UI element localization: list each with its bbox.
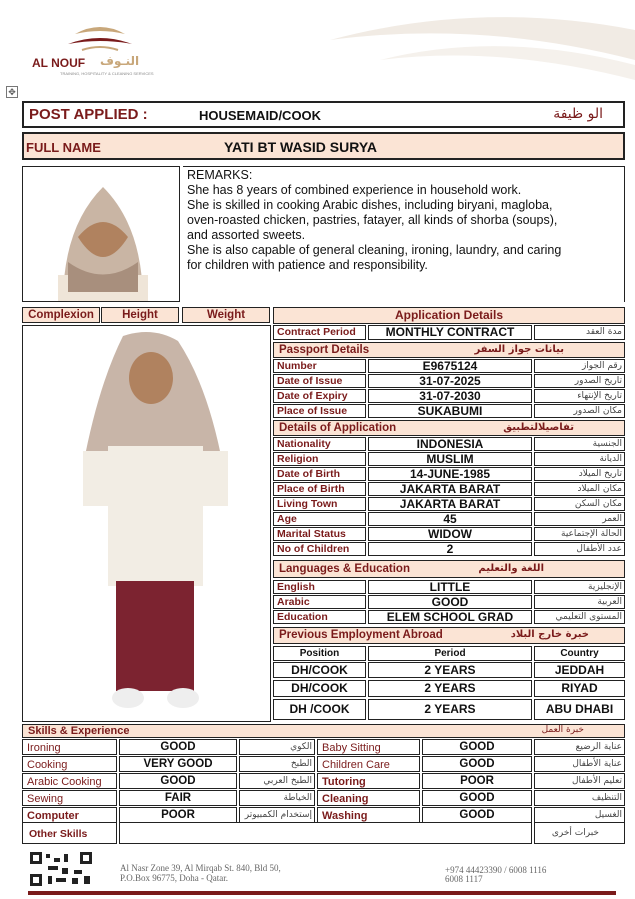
languages-education-title [273,560,625,578]
emp-period: 2 YEARS [368,662,532,678]
detail-value: JAKARTA BARAT [368,497,532,511]
full-name-row [22,132,625,160]
remarks-line: She has 8 years of combined experience in household work. [187,183,522,197]
language-value: ELEM SCHOOL GRAD [368,610,532,624]
detail-value: 45 [368,512,532,526]
emp-header-period: Period [368,646,532,661]
portrait-photo-cell [22,166,180,302]
detail-ar: الديانة [534,452,625,466]
post-applied-row [22,101,625,128]
passport-label: Number [273,359,366,373]
detail-label: Marital Status [273,527,366,541]
height-header: Height [101,307,179,323]
brand-tagline: TRAINING, HOSPITALITY & CLEANING SERVICES [60,71,154,76]
skill-value: GOOD [119,773,237,789]
skill-label: Children Care [317,756,420,772]
application-details-title: Application Details [273,307,625,324]
remarks-line: She is skilled in cooking Arabic dishes, including biryani, magloba, [187,198,553,212]
detail-label: Nationality [273,437,366,451]
brand-name-ar: النـوف [100,54,140,68]
emp-period: 2 YEARS [368,699,532,720]
passport-label: Place of Issue [273,404,366,418]
portrait-photo [23,167,180,302]
post-applied-ar: الو ظيفة [553,106,603,122]
skill-ar: الكوي [239,739,315,755]
header-swoosh-decoration [300,0,635,90]
skill-label: Computer [22,807,117,823]
footer-qr-code [28,850,94,888]
skill-label: Sewing [22,790,117,806]
passport-label: Date of Issue [273,374,366,388]
language-ar: الإنجليزية [534,580,625,594]
detail-value: 14-JUNE-1985 [368,467,532,481]
emp-country: RIYAD [534,680,625,697]
detail-ar: العمر [534,512,625,526]
detail-ar: الجنسية [534,437,625,451]
skill-label: Cleaning [317,790,420,806]
emp-country: JEDDAH [534,662,625,678]
detail-ar: مكان السكن [534,497,625,511]
skill-ar: إستخدام الكمبيوتر [239,807,315,823]
passport-details-ar: بيانات جواز السفر [474,344,564,355]
other-skills-value[interactable] [119,822,532,844]
emp-period: 2 YEARS [368,680,532,697]
skill-value: GOOD [422,739,532,755]
skills-title-en: Skills & Experience [28,725,130,737]
detail-ar: عدد الأطفال [534,542,625,556]
detail-label: Living Town [273,497,366,511]
passport-ar: رقم الجواز [534,359,625,373]
language-label: Arabic [273,595,366,609]
skill-ar: تعليم الأطفال [534,773,625,789]
detail-label: Age [273,512,366,526]
brand-name-en: AL NOUF [32,56,86,70]
skill-label: Tutoring [317,773,420,789]
emp-position: DH/COOK [273,680,366,697]
footer-phone-line-1: +974 44423390 / 6008 1116 [445,865,547,875]
skill-label: Arabic Cooking [22,773,117,789]
other-skills-ar: خبرات أخرى [534,822,625,844]
emp-position: DH/COOK [273,662,366,678]
emp-position: DH /COOK [273,699,366,720]
detail-label: Place of Birth [273,482,366,496]
passport-value: 31-07-2025 [368,374,532,388]
detail-value: 2 [368,542,532,556]
skill-ar: الطبخ [239,756,315,772]
detail-ar: الحالة الإجتماعية [534,527,625,541]
details-of-application-title [273,420,625,436]
passport-label: Date of Expiry [273,389,366,403]
remarks-box [183,166,625,302]
skill-value: VERY GOOD [119,756,237,772]
post-applied-value: HOUSEMAID/COOK [199,108,322,123]
language-label: Education [273,610,366,624]
language-label: English [273,580,366,594]
detail-value: MUSLIM [368,452,532,466]
post-applied-label: POST APPLIED : [29,106,148,123]
language-ar: العربية [534,595,625,609]
detail-label: Date of Birth [273,467,366,481]
skill-label: Cooking [22,756,117,772]
passport-value: E9675124 [368,359,532,373]
detail-label: Religion [273,452,366,466]
detail-value: INDONESIA [368,437,532,451]
skill-value: POOR [119,807,237,823]
detail-ar: تاريخ الميلاد [534,467,625,481]
lang-title-en: Languages & Education [279,563,410,575]
contract-period-ar: مدة العقد [534,325,625,340]
skill-ar: الخياطة [239,790,315,806]
passport-ar: تاريخ الإنتهاء [534,389,625,403]
full-body-photo-cell [22,325,271,722]
skills-experience-title [22,724,625,738]
passport-value: SUKABUMI [368,404,532,418]
footer-divider-bar [28,891,616,895]
detail-value: JAKARTA BARAT [368,482,532,496]
remarks-line: oven-roasted chicken, pastries, fatayer, all kinds of shorba (soups), [187,213,558,227]
footer-phone-line-2: 6008 1117 [445,874,483,884]
emp-header-position: Position [273,646,366,661]
skills-title-ar: خبرة العمل [541,725,584,735]
emp-title-ar: خبرة خارج البلاد [510,629,589,640]
skill-label: Baby Sitting [317,739,420,755]
skill-ar: عناية الرضيع [534,739,625,755]
skill-value: POOR [422,773,532,789]
passport-ar: تاريخ الصدور [534,374,625,388]
language-value: GOOD [368,595,532,609]
skill-ar: الغسيل [534,807,625,823]
details-title-ar: تفاصيلالتطبيق [503,422,574,433]
contract-period-label: Contract Period [273,325,366,340]
passport-details-en: Passport Details [279,344,370,356]
skill-ar: التنظيف [534,790,625,806]
detail-ar: مكان الميلاد [534,482,625,496]
footer-address-line-2: P.O.Box 96775, Doha - Qatar. [120,873,228,883]
passport-details-title [273,342,625,358]
detail-label: No of Children [273,542,366,556]
table-move-handle-icon[interactable]: ✥ [6,86,18,98]
full-name-label: FULL NAME [26,140,101,155]
passport-ar: مكان الصدور [534,404,625,418]
footer-address-line-1: Al Nasr Zone 39, Al Mirqab St. 840, Bld 50, [120,863,281,873]
detail-value: WIDOW [368,527,532,541]
emp-header-country: Country [534,646,625,661]
full-body-photo [23,326,271,722]
skill-value: GOOD [119,739,237,755]
skill-ar: عناية الأطفال [534,756,625,772]
language-ar: المستوى التعليمي [534,610,625,624]
skill-value: GOOD [422,790,532,806]
passport-value: 31-07-2030 [368,389,532,403]
other-skills-label: Other Skills [22,822,117,844]
full-name-value: YATI BT WASID SURYA [224,139,377,155]
contract-period-value: MONTHLY CONTRACT [368,325,532,340]
skill-label: Ironing [22,739,117,755]
emp-country: ABU DHABI [534,699,625,720]
weight-header: Weight [182,307,270,323]
skill-ar: الطبخ العربي [239,773,315,789]
remarks-line: and assorted sweets. [187,228,306,242]
skill-value: GOOD [422,807,532,823]
emp-title-en: Previous Employment Abroad [279,629,443,641]
remarks-line: for children with patience and responsibility. [187,258,428,272]
qr-code-icon [28,850,94,888]
language-value: LITTLE [368,580,532,594]
details-title-en: Details of Application [279,422,397,434]
skill-value: GOOD [422,756,532,772]
skill-value: FAIR [119,790,237,806]
complexion-header: Complexion [22,307,100,323]
skill-label: Washing [317,807,420,823]
lang-title-ar: اللغة والتعليم [478,563,544,574]
remarks-title: REMARKS: [187,168,253,182]
remarks-line: She is also capable of general cleaning, ironing, laundry, and caring [187,243,562,257]
previous-employment-title [273,627,625,644]
